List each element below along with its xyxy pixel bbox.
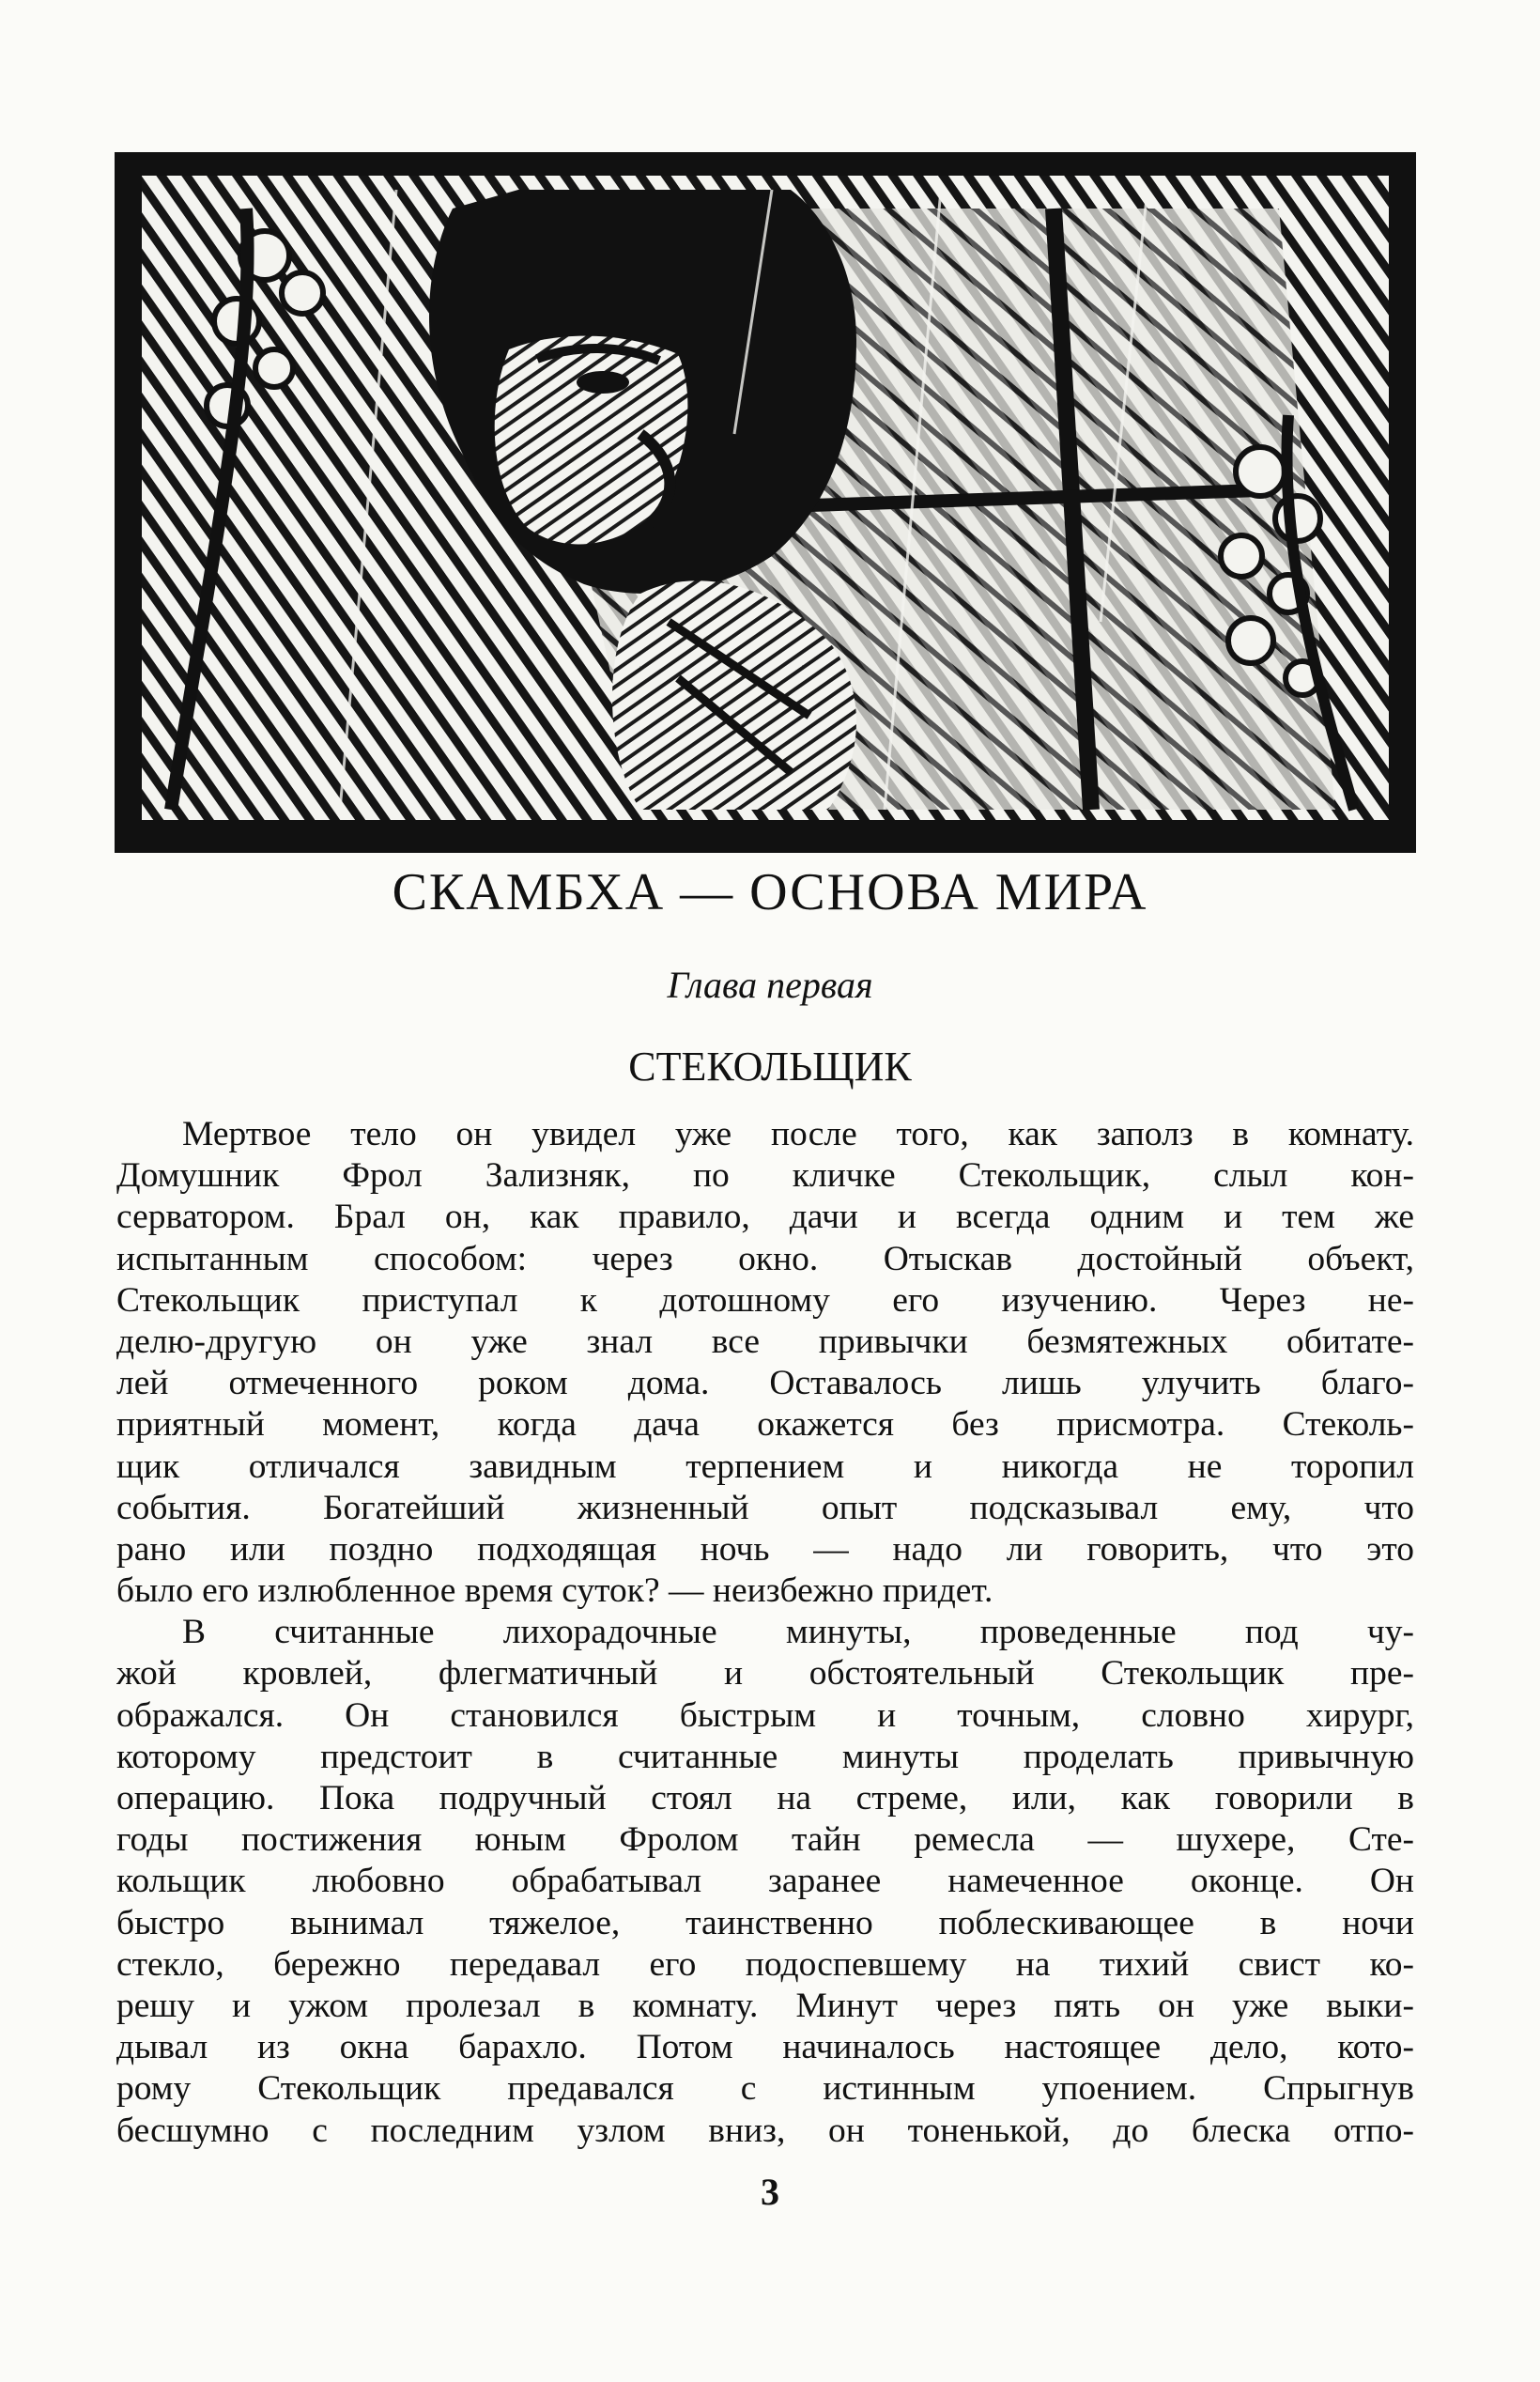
text-line: Стекольщик приступал к дотошному его изучению. Через не- (116, 1280, 1414, 1320)
text-line: которому предстоит в считанные минуты проделать привычную (116, 1737, 1414, 1776)
text-line: бесшумно с последним узлом вниз, он тоненькой, до блеска отпо- (116, 2111, 1414, 2150)
text-line: стекло, бережно передавал его подоспевшему на тихий свист ко- (116, 1944, 1414, 1984)
text-line: рому Стекольщик предавался с истинным упоением. Спрыгнув (116, 2069, 1414, 2109)
text-line: ображался. Он становился быстрым и точным, словно хирург, (116, 1695, 1414, 1735)
paragraph (116, 1612, 1414, 2151)
text-line: быстро вынимал тяжелое, таинственно поблескивающее в ночи (116, 1903, 1414, 1942)
text-line: дывал из окна барахло. Потом начиналось настоящее дело, кото- (116, 2028, 1414, 2067)
text-line: щик отличался завидным терпением и никогда не торопил (116, 1446, 1414, 1486)
text-line: В считанные лихорадочные минуты, проведенные под чу- (182, 1613, 1414, 1652)
chapter-illustration (115, 152, 1416, 853)
text-line: делю-другую он уже знал все привычки безмятежных обитате- (116, 1322, 1414, 1361)
text-line: решу и ужом пролезал в комнату. Минут через пять он уже выки- (116, 1986, 1414, 2025)
text-line: жой кровлей, флегматичный и обстоятельный Стекольщик пре- (116, 1654, 1414, 1694)
text-line: Мертвое тело он увидел уже после того, как заполз в комнату. (182, 1115, 1414, 1153)
chapter-heading: Глава первая (667, 964, 873, 1006)
text-line: было его излюбленное время суток? — неизбежно придет. (116, 1571, 993, 1611)
body-text (116, 1114, 1414, 2152)
text-line: Домушник Фрол Зализняк, по кличке Стекольщик, слыл кон- (116, 1156, 1414, 1196)
chapter-subtitle: СТЕКОЛЬЩИК (628, 1044, 912, 1090)
page-number: 3 (761, 2171, 779, 2213)
text-line: операцию. Пока подручный стоял на стреме, или, как говорили в (116, 1779, 1414, 1817)
text-line: приятный момент, когда дача окажется без присмотра. Стеколь- (116, 1405, 1414, 1445)
text-line: испытанным способом: через окно. Отыскав достойный объект, (116, 1239, 1414, 1278)
story-title: СКАМБХА — ОСНОВА МИРА (392, 863, 1148, 921)
text-line: годы постижения юным Фролом тайн ремесла — шухере, Сте- (116, 1820, 1414, 1860)
text-line: кольщик любовно обрабатывал заранее намеченное оконце. Он (116, 1862, 1414, 1901)
engraving-illustration-man-at-window-icon (115, 152, 1416, 853)
paragraph (116, 1114, 1414, 1612)
text-line: лей отмеченного роком дома. Оставалось лишь улучить благо- (116, 1364, 1414, 1403)
text-line: рано или поздно подходящая ночь — надо ли говорить, что это (116, 1529, 1414, 1569)
text-line: серватором. Брал он, как правило, дачи и всегда одним и тем же (116, 1198, 1414, 1237)
text-line: события. Богатейший жизненный опыт подсказывал ему, что (116, 1488, 1414, 1527)
